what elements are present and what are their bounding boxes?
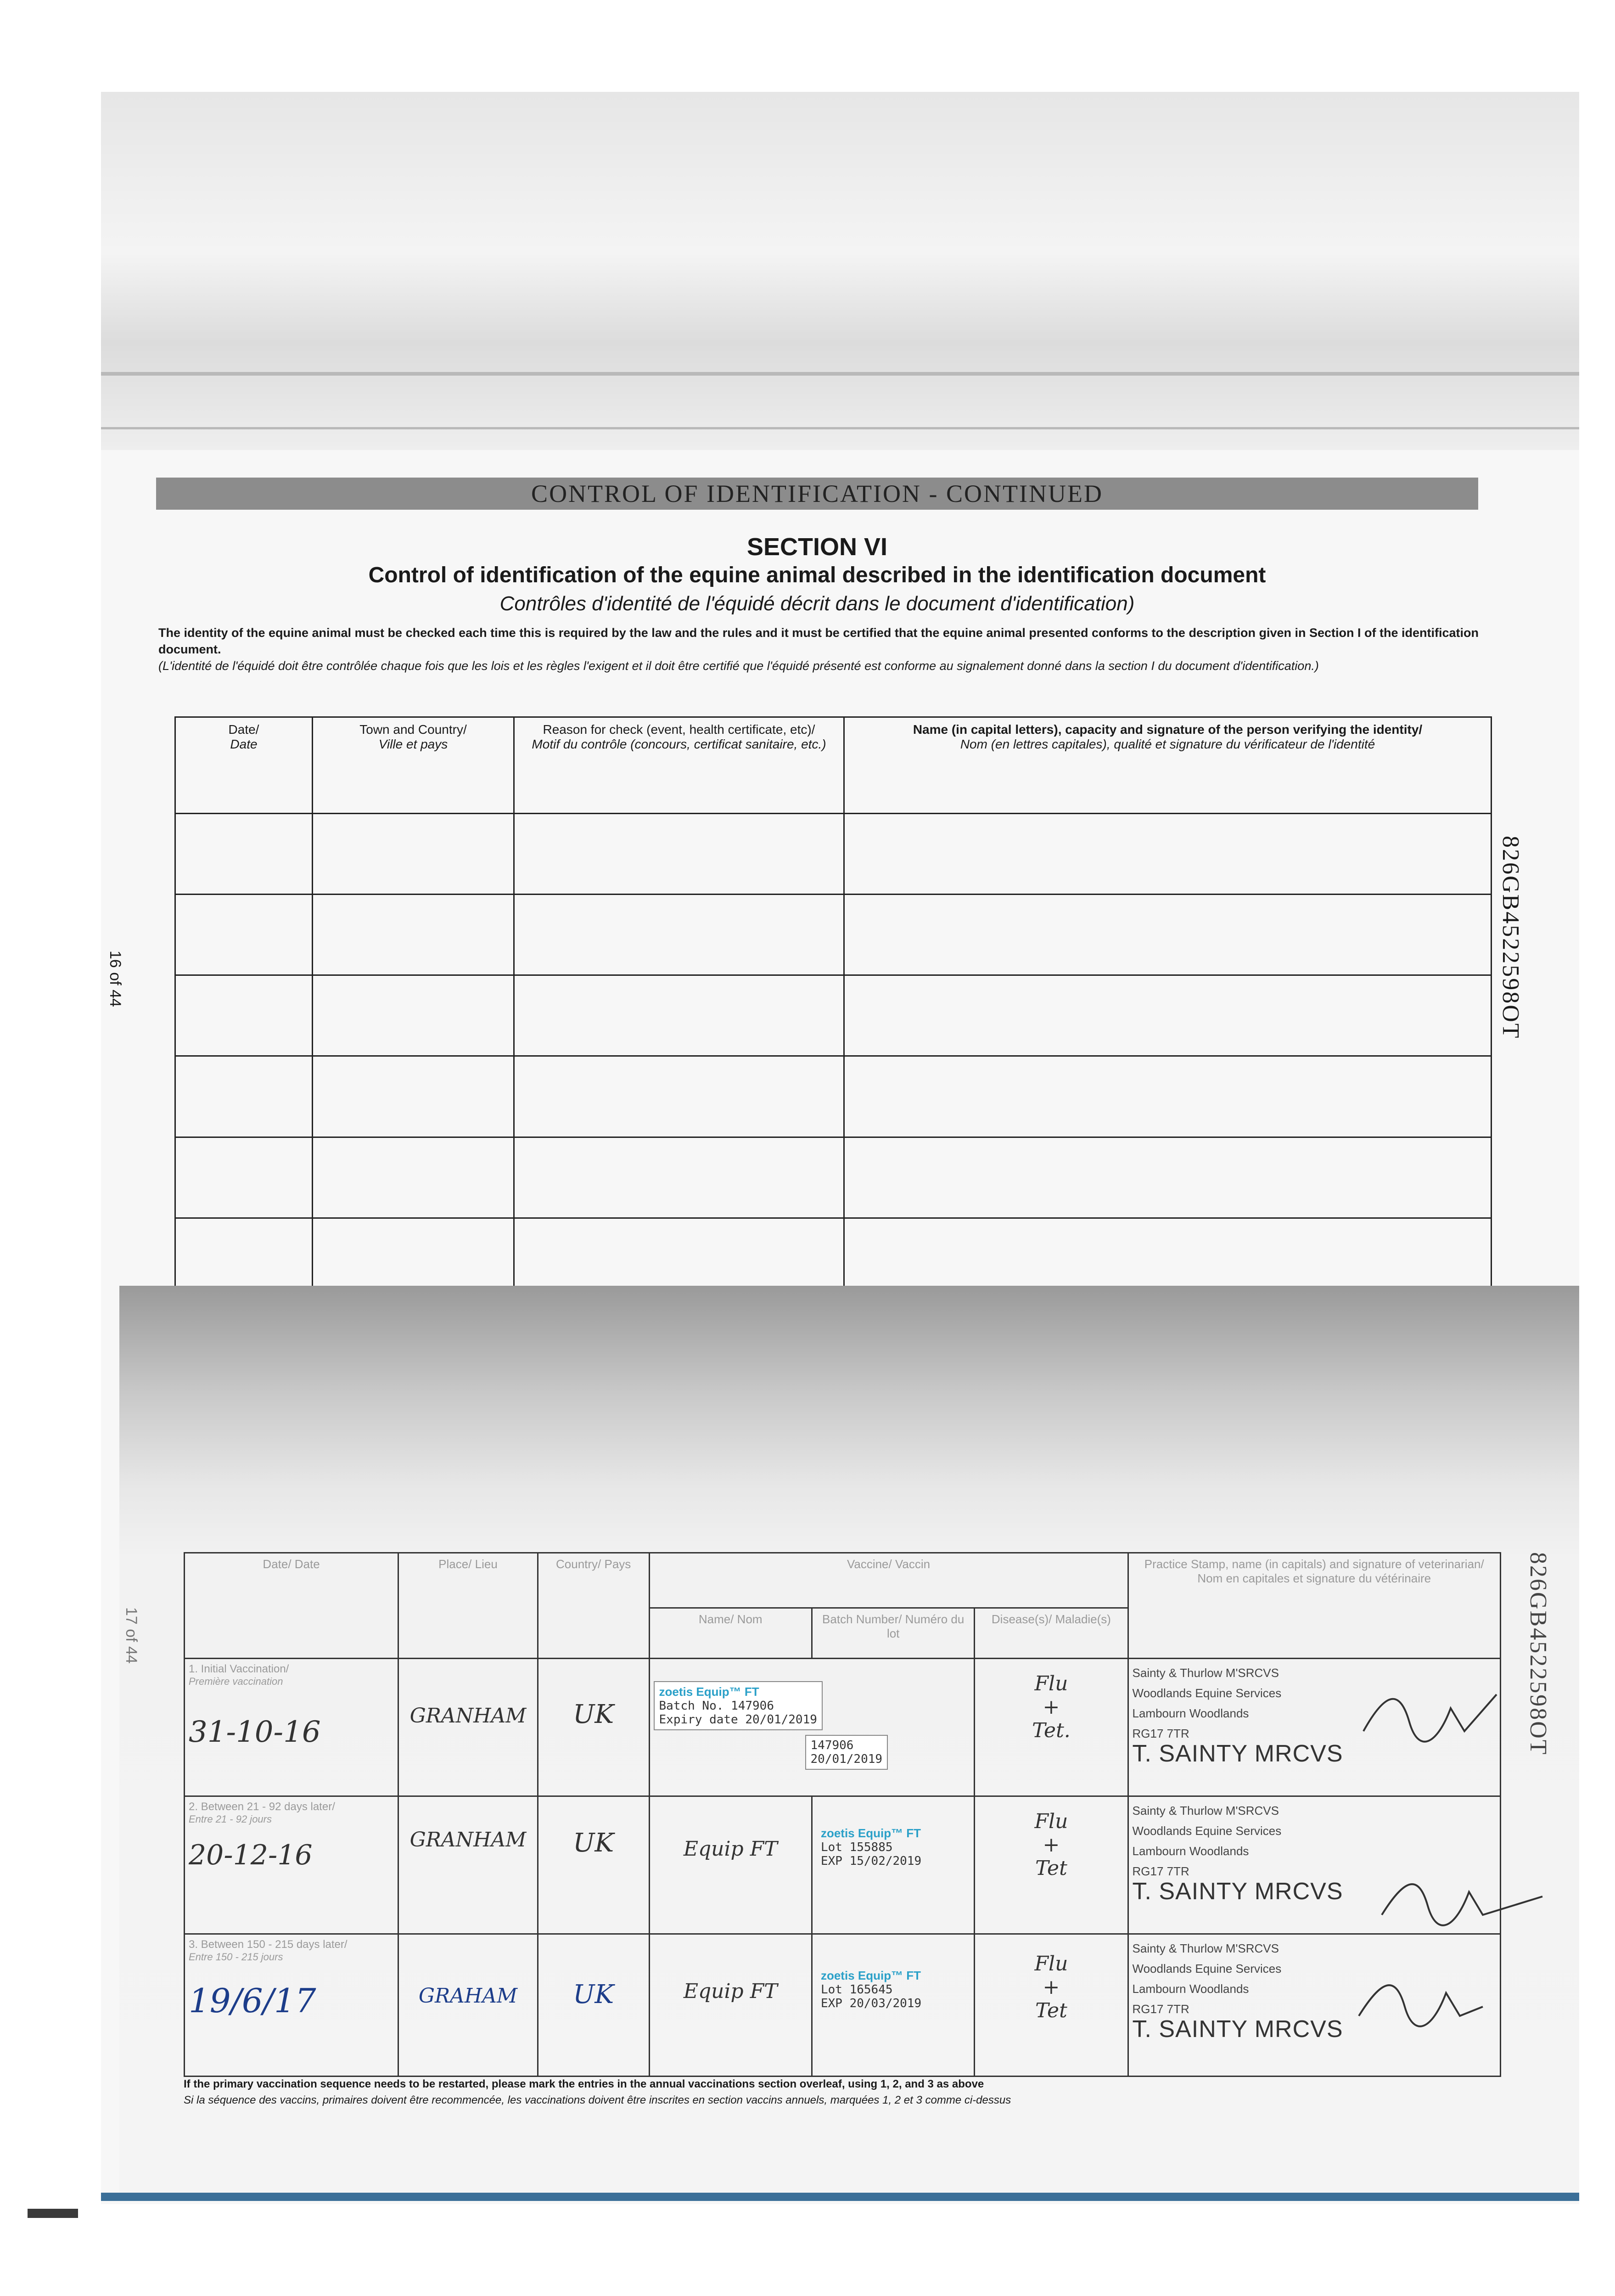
expiry-date: 15/02/2019 bbox=[849, 1854, 922, 1868]
batch-label: Lot bbox=[820, 1983, 842, 1997]
country-cell bbox=[538, 1934, 649, 2077]
section-heading-fr: Contrôles d'identité de l'équidé décrit dans le document d'identification) bbox=[499, 592, 1135, 615]
stamp-line: Lambourn Woodlands bbox=[1132, 1706, 1249, 1720]
expiry-label: EXP bbox=[820, 1854, 842, 1868]
disease-value: Tet bbox=[1035, 1857, 1067, 1880]
instructions-en: The identity of the equine animal must be checked each time this is required by the law and the rules and it must be certified that the equine animal presented conforms to the description given in Section I of the identification document. bbox=[158, 626, 1479, 656]
col-date-header bbox=[175, 717, 313, 814]
section-title: SECTION VI bbox=[746, 533, 888, 561]
vaccine-sticker-duplicate bbox=[805, 1735, 888, 1770]
row-label-fr: Première vaccination bbox=[189, 1676, 283, 1687]
sleeve-edge-lower bbox=[101, 427, 1579, 429]
expiry-date: 20/01/2019 bbox=[745, 1713, 817, 1727]
row-label: 3. Between 150 - 215 days later/ bbox=[189, 1938, 348, 1951]
batch-label: Batch No. bbox=[659, 1699, 724, 1713]
table-row bbox=[175, 1137, 1492, 1218]
sleeve-bottom-edge bbox=[101, 2193, 1579, 2201]
disease-value: Tet bbox=[1035, 1999, 1067, 2022]
vet-signature-2 bbox=[1377, 1864, 1552, 1938]
footer-note-fr: Si la séquence des vaccins, primaires doivent être recommencée, les vaccinations doivent être inscrites en section vaccins annuels, marquées 1, 2 et 3 comme ci-dessus bbox=[184, 2094, 1011, 2106]
col-reason-header bbox=[514, 717, 844, 814]
instructions-fr: (L'identité de l'équidé doit être contrôlée chaque fois que les lois et les règles l'exigent et il doit être certifié que l'équidé présenté est conforme au signalement donné dans la section I du document d'identification.) bbox=[158, 659, 1319, 673]
vet-name: T. SAINTY MRCVS bbox=[1132, 1878, 1343, 1905]
batch-cell bbox=[812, 1934, 974, 2077]
stamp-line: RG17 7TR bbox=[1132, 1727, 1189, 1740]
col-disease-header: Disease(s)/ Maladie(s) bbox=[975, 1608, 1128, 1659]
table-row bbox=[175, 1056, 1492, 1137]
vaccine-brand: zoetis Equip™ FT bbox=[659, 1685, 759, 1699]
country-cell bbox=[538, 1796, 649, 1934]
section-heading: Control of identification of the equine animal described in the identification document bbox=[368, 563, 1266, 587]
batch-cell bbox=[812, 1796, 974, 1934]
place-value: GRANHAM bbox=[409, 1704, 527, 1728]
col-verifier-header bbox=[844, 717, 1492, 814]
stamp-line: Sainty & Thurlow M'SRCVS bbox=[1132, 1804, 1279, 1818]
batch-number: 147906 bbox=[731, 1699, 774, 1713]
country-value: UK bbox=[573, 1828, 614, 1858]
batch-label: Lot bbox=[820, 1840, 842, 1854]
page-number-lower: 17 of 44 bbox=[123, 1607, 140, 1664]
row-label-fr: Entre 150 - 215 jours bbox=[189, 1951, 283, 1963]
header-fr: Ville et pays bbox=[378, 737, 448, 751]
header-en: Reason for check (event, health certificate, etc)/ bbox=[543, 722, 815, 737]
header-en: Date/ bbox=[228, 722, 259, 737]
plastic-sleeve bbox=[101, 92, 1579, 450]
vaccination-row-2 bbox=[185, 1796, 1501, 1934]
disease-value: Tet. bbox=[1032, 1719, 1071, 1742]
vaccine-label-cell bbox=[649, 1659, 975, 1796]
expiry-label: EXP bbox=[820, 1997, 842, 2010]
place-value: GRANHAM bbox=[409, 1828, 527, 1851]
row-label-fr: Entre 21 - 92 jours bbox=[189, 1813, 272, 1825]
row-label: 1. Initial Vaccination/ bbox=[189, 1663, 289, 1675]
header-en: Name (in capital letters), capacity and signature of the person verifying the identity/ bbox=[913, 722, 1423, 737]
vet-signature-3 bbox=[1354, 1965, 1492, 2039]
identity-check-table bbox=[174, 716, 1492, 1300]
table-row bbox=[175, 814, 1492, 895]
row-label: 2. Between 21 - 92 days later/ bbox=[189, 1801, 335, 1813]
vaccine-sticker bbox=[816, 1966, 926, 2013]
table-row bbox=[175, 895, 1492, 975]
passport-id-upper: 826GB4522598OT bbox=[1497, 836, 1524, 1040]
vaccine-brand: zoetis Equip™ FT bbox=[820, 1826, 921, 1840]
vaccine-sticker bbox=[654, 1681, 823, 1730]
disease-value: Flu bbox=[1034, 1672, 1068, 1695]
batch-number: 165645 bbox=[849, 1983, 893, 1997]
date-cell bbox=[185, 1796, 398, 1934]
sleeve-edge bbox=[101, 372, 1579, 376]
expiry-date: 20/03/2019 bbox=[849, 1997, 922, 2010]
disease-value: + bbox=[1043, 1695, 1060, 1719]
stamp-line: Woodlands Equine Services bbox=[1132, 1824, 1282, 1838]
vaccination-date: 19/6/17 bbox=[189, 1981, 316, 2020]
vaccine-sticker bbox=[816, 1823, 926, 1871]
stamp-line: Lambourn Woodlands bbox=[1132, 1844, 1249, 1858]
col-practice-header: Practice Stamp, name (in capitals) and signature of veterinarian/ Nom en capitales et signature du vétérinaire bbox=[1128, 1553, 1500, 1659]
place-cell bbox=[398, 1934, 538, 2077]
vet-name: T. SAINTY MRCVS bbox=[1132, 2016, 1343, 2043]
vaccination-date: 20-12-16 bbox=[189, 1839, 313, 1871]
stamp-line: Woodlands Equine Services bbox=[1132, 1962, 1282, 1975]
stamp-line: Lambourn Woodlands bbox=[1132, 1982, 1249, 1996]
stamp-line: Woodlands Equine Services bbox=[1132, 1686, 1282, 1700]
vaccination-row-1 bbox=[185, 1659, 1501, 1796]
vaccination-date: 31-10-16 bbox=[189, 1715, 321, 1749]
country-value: UK bbox=[573, 1980, 614, 2009]
header-fr: Nom (en lettres capitales), qualité et signature du vérificateur de l'identité bbox=[960, 737, 1375, 751]
country-value: UK bbox=[573, 1699, 614, 1729]
vet-name: T. SAINTY MRCVS bbox=[1132, 1740, 1343, 1767]
batch-number: 147906 bbox=[810, 1739, 854, 1752]
col-town-header bbox=[313, 717, 514, 814]
place-cell bbox=[398, 1659, 538, 1796]
place-cell bbox=[398, 1796, 538, 1934]
header-en: Town and Country/ bbox=[359, 722, 467, 737]
batch-number: 155885 bbox=[849, 1840, 893, 1854]
vaccination-table bbox=[184, 1552, 1501, 2077]
col-country-header: Country/ Pays bbox=[538, 1553, 649, 1659]
date-cell bbox=[185, 1934, 398, 2077]
date-cell bbox=[185, 1659, 398, 1796]
vaccine-name-cell bbox=[649, 1934, 812, 2077]
vaccination-row-3 bbox=[185, 1934, 1501, 2077]
disease-cell bbox=[975, 1659, 1128, 1796]
expiry-date: 20/01/2019 bbox=[810, 1752, 883, 1766]
place-value: GRAHAM bbox=[418, 1984, 518, 2008]
expiry-label: Expiry date bbox=[659, 1713, 738, 1727]
stamp-line: RG17 7TR bbox=[1132, 2002, 1189, 2016]
col-vaccine-header: Vaccine/ Vaccin bbox=[649, 1553, 1128, 1608]
col-vaccine-name-header: Name/ Nom bbox=[649, 1608, 812, 1659]
stamp-line: RG17 7TR bbox=[1132, 1864, 1189, 1878]
disease-value: + bbox=[1043, 1833, 1060, 1857]
disease-cell bbox=[975, 1796, 1128, 1934]
passport-id-lower: 826GB4522598OT bbox=[1525, 1552, 1551, 1756]
vaccine-name-cell bbox=[649, 1796, 812, 1934]
disease-value: Flu bbox=[1034, 1952, 1068, 1975]
header-fr: Date bbox=[230, 737, 258, 751]
vet-signature-1 bbox=[1359, 1681, 1506, 1754]
vaccine-name: Equip FT bbox=[683, 1837, 778, 1861]
table-row bbox=[175, 975, 1492, 1056]
country-cell bbox=[538, 1659, 649, 1796]
stamp-line: Sainty & Thurlow M'SRCVS bbox=[1132, 1666, 1279, 1680]
header-fr: Motif du contrôle (concours, certificat sanitaire, etc.) bbox=[532, 737, 826, 751]
stamp-line: Sainty & Thurlow M'SRCVS bbox=[1132, 1941, 1279, 1955]
disease-cell bbox=[975, 1934, 1128, 2077]
scan-corner-mark bbox=[28, 2209, 78, 2218]
page-number-upper: 16 of 44 bbox=[107, 951, 124, 1007]
vaccine-brand: zoetis Equip™ FT bbox=[820, 1969, 921, 1982]
col-place-header: Place/ Lieu bbox=[398, 1553, 538, 1659]
vaccine-name: Equip FT bbox=[683, 1980, 778, 2003]
disease-value: Flu bbox=[1034, 1810, 1068, 1833]
footer-note-en: If the primary vaccination sequence needs to be restarted, please mark the entries in the annual vaccinations section overleaf, using 1, 2, and 3 as above bbox=[184, 2078, 984, 2090]
col-batch-header: Batch Number/ Numéro du lot bbox=[812, 1608, 974, 1659]
disease-value: + bbox=[1043, 1975, 1060, 1999]
section-banner: CONTROL OF IDENTIFICATION - CONTINUED bbox=[156, 478, 1478, 510]
col-date-header: Date/ Date bbox=[185, 1553, 398, 1659]
